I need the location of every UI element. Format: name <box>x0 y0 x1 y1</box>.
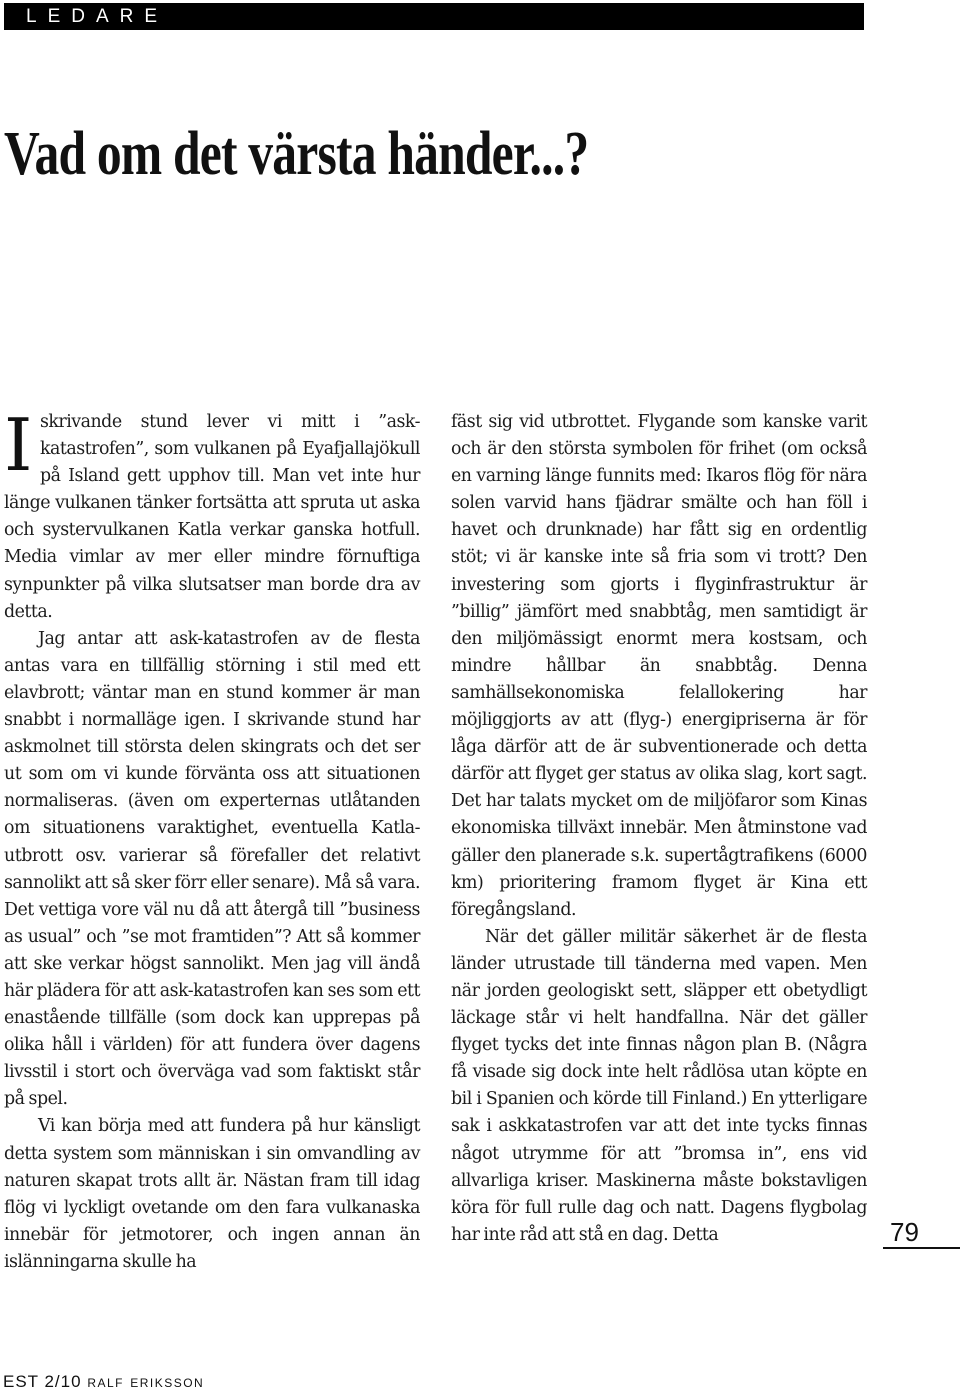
article-column-right <box>451 409 867 1249</box>
footer-issue: EST 2/10 <box>3 1372 82 1391</box>
article-paragraph <box>4 403 420 626</box>
page-number-rule <box>883 1247 960 1249</box>
article-paragraph: När det gäller militär säkerhet är de flesta länder utrustade till tänderna med vapen. Men när jorden geologiskt sett, släpper ett obetydligt läckage står vi helt handfallna. När det gäller flyget tycks det inte finnas någon plan B. (Några få visade sig dock inte helt rådlösa utan köpte en bil i Spanien och körde till Finland.) En ytterligare sak i askkatastrofen var att det inte tycks finnas något utrymme för att ”bromsa in”, ens vid allvarliga kriser. Maskinerna måste bokstavligen köra för full rulle dag och natt. Dagens flygbolag har inte råd att stå en dag. Detta <box>451 926 867 1245</box>
section-label: LEDARE <box>26 6 169 27</box>
article-paragraph: Vi kan börja med att fundera på hur känsligt detta system som människan i sin omvandling av naturen skapat trots allt är. Nästan fram till idag flög vi lyckligt ovetande om den fara vulkanaska innebär för jetmotorer, och ingen annan än islänningarna skulle ha <box>4 1116 420 1272</box>
footer-author: ralf eriksson <box>87 1372 205 1391</box>
article-column-left <box>4 403 420 1276</box>
section-header-bar <box>4 3 864 30</box>
article-paragraph: fäst sig vid utbrottet. Flygande som kanske varit och är den största symbolen för frihet (om också en varning länge funnits med: Ikaros flög för nära solen varvid hans fjädrar smälte och han föll i havet och drunknade) har fått sig en ordentlig stöt; vi är kanske inte så fria som vi trott? Den investering som gjorts i flyginfrastruktur är ”billig” jämfört med snabbtåg, men samtidigt är den miljömässigt enormt mera kostsam, och mindre hållbar än snabbtåg. Denna samhällsekonomiska felallokering har möjliggjorts av att (flyg-) energipriserna är för låga därför att de är subventionerade och detta därför att flyget ger status av olika slag, kort sagt. Det har talats mycket om de miljöfaror som Kinas ekonomiska tillväxt innebär. Men åtminstone vad gäller den planerade s.k. supertågtrafikens (6000 km) prioritering framom flyget är Kina ett föregångsland. <box>451 412 867 920</box>
article-paragraph: Jag antar att ask-katastrofen av de flesta antas vara en tillfällig störning i stil med ett elavbrott; väntar man en stund kommer är man snabbt i normalläge igen. I skrivande stund har askmolnet till största delen skingrats och det ser ut som om vi kunde förvänta oss att situationen normaliseras. (även om experternas utlåtanden om situationens varaktighet, eventuella Katla-utbrott osv. varierar så förefaller det relativt sannolikt att så sker förr eller senare). Må så vara. Det vettiga vore väl nu då att återgå till ”business as usual” och ”se mot framtiden”? Att så kommer att ske verkar högst sannolikt. Men jag vill ändå här plädera för att ask-katastrofen kan ses som ett enastående tillfälle (som dock kan upprepas på olika håll i världen) för att fundera över dagens livsstil i stort och överväga vad som faktiskt står på spel. <box>4 628 420 1110</box>
footer <box>3 1373 204 1391</box>
drop-cap: I <box>4 403 32 487</box>
page-number: 79 <box>890 1217 919 1247</box>
article-title: Vad om det värsta händer...? <box>4 120 589 188</box>
paragraph-text: skrivande stund lever vi mitt i ”ask-katastrofen”, som vulkanen på Eyafjallajökull på Island gett upphov till. Man vet inte hur länge vulkanen tänker fortsätta att spruta ut aska och systervulkanen Katla verkar ganska hotfull. Media vimlar av mer eller mindre förnuftiga synpunkter på vilka slutsatser man borde dra av detta. <box>4 412 420 622</box>
